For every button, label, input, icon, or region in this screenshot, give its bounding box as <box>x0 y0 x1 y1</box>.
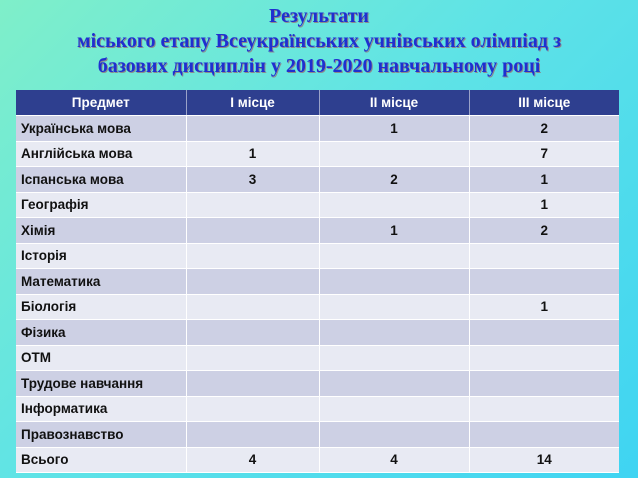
third-place-cell <box>469 396 619 422</box>
second-place-cell <box>319 422 469 448</box>
first-place-cell <box>186 345 319 371</box>
second-place-cell <box>319 269 469 295</box>
subject-cell: ОТМ <box>16 345 186 371</box>
first-place-cell: 3 <box>186 167 319 193</box>
third-place-cell: 1 <box>469 192 619 218</box>
header-subject: Предмет <box>16 90 186 116</box>
total-label-cell: Всього <box>16 447 186 473</box>
third-place-cell <box>469 269 619 295</box>
third-place-cell <box>469 345 619 371</box>
third-place-cell: 1 <box>469 167 619 193</box>
second-place-cell <box>319 141 469 167</box>
table-row <box>16 345 619 371</box>
table-row <box>16 396 619 422</box>
second-place-cell <box>319 345 469 371</box>
title-line-3: базових дисциплін у 2019-2020 навчальному році <box>97 55 541 77</box>
first-place-cell <box>186 218 319 244</box>
first-place-cell <box>186 243 319 269</box>
second-place-cell: 1 <box>319 218 469 244</box>
table-row <box>16 422 619 448</box>
table-row <box>16 192 619 218</box>
first-place-cell <box>186 396 319 422</box>
third-place-cell: 2 <box>469 116 619 142</box>
subject-cell: Математика <box>16 269 186 295</box>
page-title <box>0 4 638 79</box>
title-line-1: Результати <box>269 5 369 27</box>
first-place-cell: 1 <box>186 141 319 167</box>
subject-cell: Трудове навчання <box>16 371 186 397</box>
first-place-cell <box>186 269 319 295</box>
third-place-cell <box>469 422 619 448</box>
table-row <box>16 243 619 269</box>
second-place-cell <box>319 396 469 422</box>
second-place-cell <box>319 243 469 269</box>
subject-cell: Правознавство <box>16 422 186 448</box>
subject-cell: Українська мова <box>16 116 186 142</box>
subject-cell: Географія <box>16 192 186 218</box>
table-row <box>16 269 619 295</box>
results-table <box>16 90 619 473</box>
subject-cell: Біологія <box>16 294 186 320</box>
table-row <box>16 371 619 397</box>
total-first-place-cell: 4 <box>186 447 319 473</box>
third-place-cell: 7 <box>469 141 619 167</box>
table-row <box>16 294 619 320</box>
title-line-2: міського етапу Всеукраїнських учнівських олімпіад з <box>76 30 562 52</box>
subject-cell: Фізика <box>16 320 186 346</box>
second-place-cell <box>319 294 469 320</box>
first-place-cell <box>186 294 319 320</box>
table-row <box>16 218 619 244</box>
table-row-total <box>16 447 619 473</box>
second-place-cell <box>319 371 469 397</box>
header-third-place: ІІІ місце <box>469 90 619 116</box>
second-place-cell: 2 <box>319 167 469 193</box>
total-second-place-cell: 4 <box>319 447 469 473</box>
table-row <box>16 116 619 142</box>
second-place-cell <box>319 320 469 346</box>
third-place-cell: 2 <box>469 218 619 244</box>
first-place-cell <box>186 422 319 448</box>
first-place-cell <box>186 320 319 346</box>
total-third-place-cell: 14 <box>469 447 619 473</box>
header-first-place: І місце <box>186 90 319 116</box>
table-header-row <box>16 90 619 116</box>
first-place-cell <box>186 371 319 397</box>
subject-cell: Іспанська мова <box>16 167 186 193</box>
subject-cell: Хімія <box>16 218 186 244</box>
third-place-cell <box>469 371 619 397</box>
first-place-cell <box>186 192 319 218</box>
third-place-cell: 1 <box>469 294 619 320</box>
table-row <box>16 141 619 167</box>
subject-cell: Англійська мова <box>16 141 186 167</box>
third-place-cell <box>469 243 619 269</box>
subject-cell: Історія <box>16 243 186 269</box>
second-place-cell: 1 <box>319 116 469 142</box>
table-row <box>16 167 619 193</box>
second-place-cell <box>319 192 469 218</box>
header-second-place: ІІ місце <box>319 90 469 116</box>
first-place-cell <box>186 116 319 142</box>
third-place-cell <box>469 320 619 346</box>
table-row <box>16 320 619 346</box>
subject-cell: Інформатика <box>16 396 186 422</box>
